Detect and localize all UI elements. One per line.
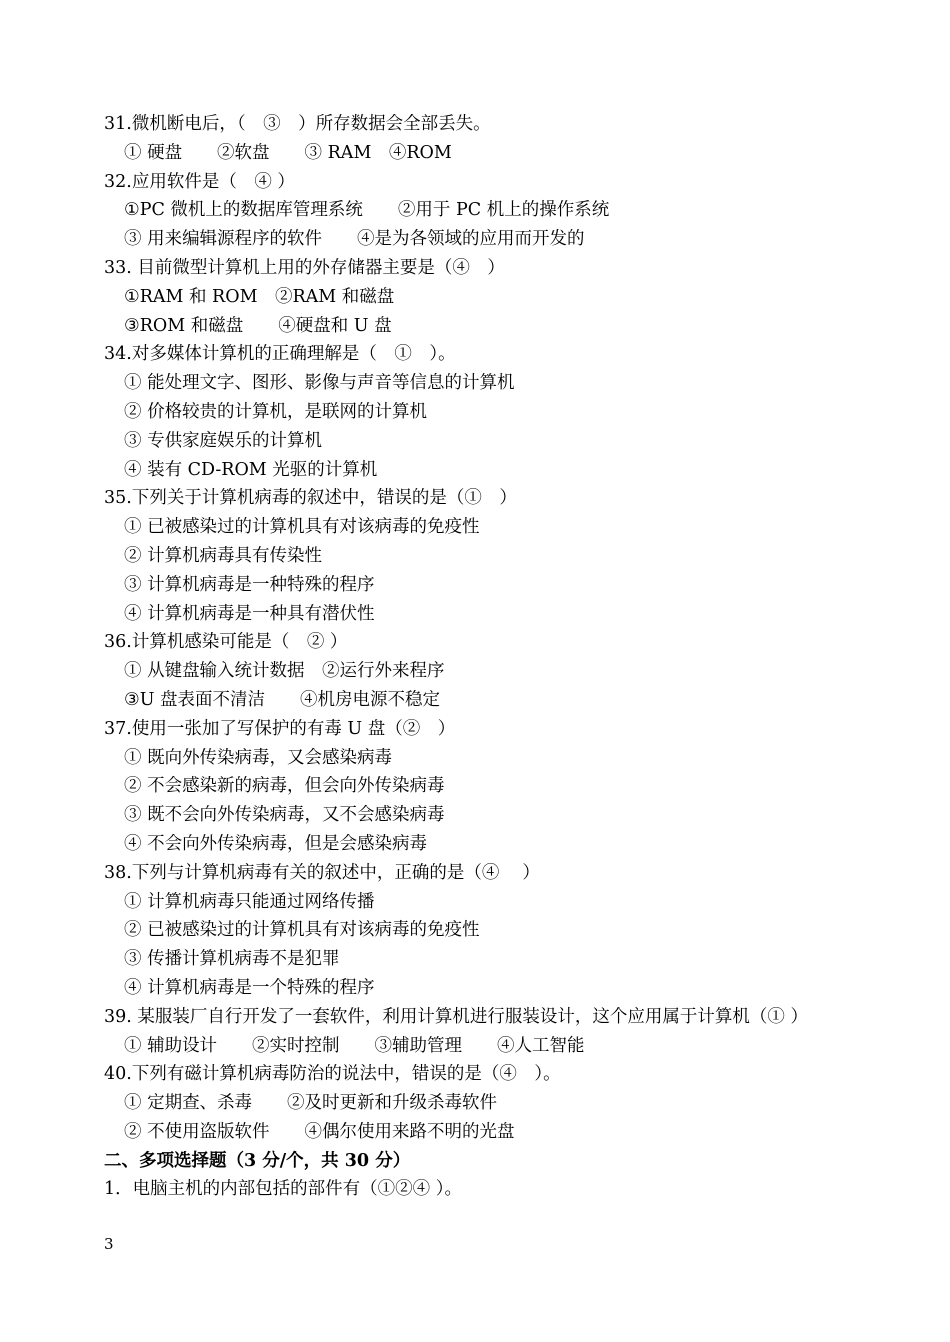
question-list	[104, 110, 864, 1204]
answer-options: ① 硬盘 ②软盘 ③ RAM ④ROM	[124, 142, 452, 163]
answer-options: ④ 计算机病毒是一种具有潜伏性	[124, 603, 375, 624]
answer-options: ①RAM 和 ROM ②RAM 和磁盘	[124, 286, 395, 307]
answer-options: ③ 传播计算机病毒不是犯罪	[124, 949, 340, 970]
question-text: 31.微机断电后，（ ③ ）所存数据会全部丢失。	[104, 114, 491, 134]
answer-options: ③ 专供家庭娱乐的计算机	[124, 430, 323, 451]
answer-options: ③U 盘表面不清洁 ④机房电源不稳定	[124, 689, 440, 710]
answer-options: ① 辅助设计 ②实时控制 ③辅助管理 ④人工智能	[124, 1035, 585, 1056]
question-text: 36.计算机感染可能是（ ② ）	[104, 632, 348, 653]
answer-options: ① 从键盘输入统计数据 ②运行外来程序	[124, 661, 445, 682]
answer-options: ① 已被感染过的计算机具有对该病毒的免疫性	[124, 517, 480, 538]
answer-options: ④ 装有 CD-ROM 光驱的计算机	[124, 459, 378, 480]
answer-options: ① 既向外传染病毒，又会感染病毒	[124, 747, 393, 768]
answer-options: ② 价格较贵的计算机，是联网的计算机	[124, 401, 428, 422]
question-text: 33. 目前微型计算机上用的外存储器主要是（④ ）	[104, 257, 505, 278]
answer-options: ③ 既不会向外传染病毒，又不会感染病毒	[124, 805, 445, 826]
answer-options: ① 定期查、杀毒 ②及时更新和升级杀毒软件	[124, 1093, 498, 1114]
answer-options: ① 计算机病毒只能通过网络传播	[124, 891, 375, 912]
question-text: 39. 某服装厂自行开发了一套软件，利用计算机进行服装设计，这个应用属于计算机（① ）	[104, 1006, 808, 1027]
question-text: 34.对多媒体计算机的正确理解是（ ① ）。	[104, 344, 456, 365]
answer-options: ④ 计算机病毒是一个特殊的程序	[124, 977, 375, 998]
section-heading: 二、多项选择题（3 分/个，共 30 分）	[104, 1150, 411, 1171]
answer-options: ③ROM 和磁盘 ④硬盘和 U 盘	[124, 315, 392, 336]
question-text: 32.应用软件是（ ④ ）	[104, 171, 295, 192]
question-text: 38.下列与计算机病毒有关的叙述中，正确的是（④ ）	[104, 862, 540, 883]
question-text: 40.下列有磁计算机病毒防治的说法中，错误的是（④ ）。	[104, 1064, 561, 1085]
answer-options: ③ 计算机病毒是一种特殊的程序	[124, 574, 375, 595]
answer-options: ② 不会感染新的病毒，但会向外传染病毒	[124, 776, 445, 797]
answer-options: ② 已被感染过的计算机具有对该病毒的免疫性	[124, 920, 480, 941]
page-number: 3	[104, 1235, 114, 1253]
answer-options: ② 计算机病毒具有传染性	[124, 545, 323, 566]
answer-options: ① 能处理文字、图形、影像与声音等信息的计算机	[124, 373, 515, 394]
answer-options: ③ 用来编辑源程序的软件 ④是为各领域的应用而开发的	[124, 229, 585, 250]
question-text: 37.使用一张加了写保护的有毒 U 盘（② ）	[104, 718, 456, 739]
answer-options: ② 不使用盗版软件 ④偶尔使用来路不明的光盘	[124, 1121, 515, 1142]
answer-options: ④ 不会向外传染病毒，但是会感染病毒	[124, 833, 428, 854]
question-text: 35.下列关于计算机病毒的叙述中，错误的是（① ）	[104, 488, 517, 509]
answer-options: ①PC 微机上的数据库管理系统 ②用于 PC 机上的操作系统	[124, 200, 610, 221]
question-text: 1．电脑主机的内部包括的部件有（①②④ ）。	[104, 1179, 462, 1200]
